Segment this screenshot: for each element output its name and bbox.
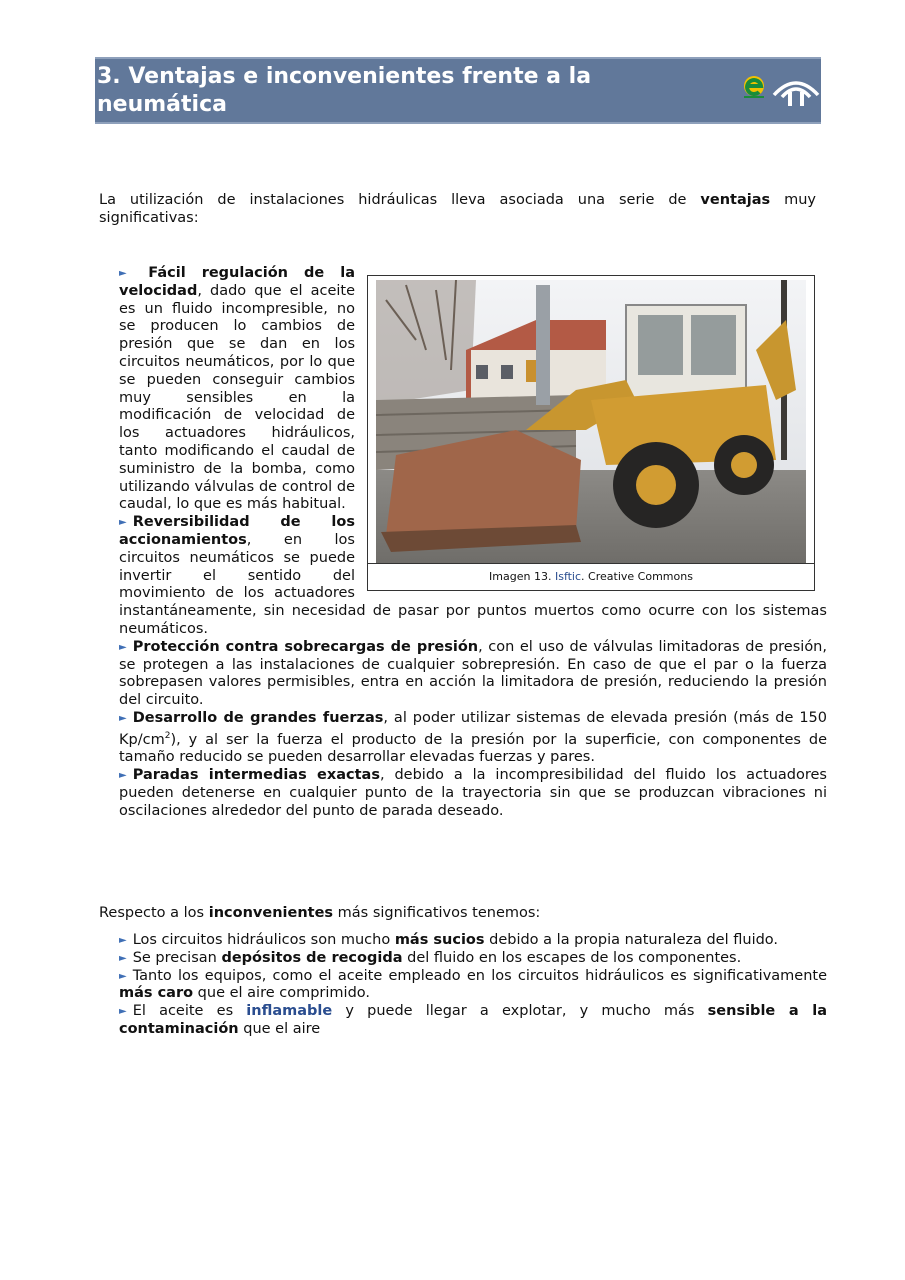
bullet-arrow-icon: ► [119,517,127,529]
advantage-text: , debido a la incompresibilidad del fluido los actuadores pueden detenerse en cualquier punto de la trayectoria sin que se produzcan vibraciones ni oscilaciones alrededor del punto de parada deseado. [119,767,827,819]
advantage-text: , en los circuitos neumáticos se puede invertir el sentido del movimiento de los actuadores instantáneamente, sin necesidad de pasar por puntos muertos como ocurre con los sistemas neumáticos. [119,531,827,637]
disadvantages-intro [99,904,816,922]
advantage-text-end: ), y al ser la fuerza el producto de la presión por la superficie, con componentes de tamaño reducido se pueden desarrollar elevadas fuerzas y pares. [119,731,827,766]
disadvantage-text-end: que el aire [238,1020,321,1037]
disadvantages-intro-text: Respecto a los [99,905,209,921]
superscript: 2 [164,730,171,741]
page-title: 3. Ventajas e inconvenientes frente a la neumática [97,64,592,117]
disadvantage-text: Se precisan [132,949,222,966]
disadvantage-bold: más caro [119,985,194,1002]
disadvantage-bold: más sucios [394,932,485,948]
disadvantage-bold: sensible a la contaminación [119,1003,828,1037]
caption-license: . Creative Commons [581,570,693,583]
disadvantages-list [119,932,827,1039]
advantage-item [119,639,827,710]
disadvantage-text-end: debido a la propia naturaleza del fluido. [484,932,779,948]
figure-box [367,275,815,591]
disadvantage-text: Tanto los equipos, como el aceite empleado en los circuitos hidráulicos es significativamente [132,967,827,984]
advantage-title: Fácil regulación de la velocidad [119,265,356,299]
caption-author-link[interactable]: Isftic [554,570,582,583]
figure-caption [368,563,814,590]
disadvantage-item [119,950,827,968]
advantages-list [119,265,827,821]
section-header [95,57,821,124]
disadvantages-intro-end: más significativos tenemos: [333,905,541,921]
bullet-arrow-icon: ► [119,952,127,964]
advantage-title: Protección contra sobrecargas de presión [132,638,479,655]
advantage-text: , al poder utilizar sistemas de elevada presión (más de 150 Kp/cm [119,709,827,748]
advantage-text: , con el uso de válvulas limitadoras de presión, se protegen a las instalaciones de cualquier sobrepresión. En caso de que el par o la fuerza sobrepasen valores permisibles, entra en acción la limitadora de presión, reduciendo la presión del circuito. [119,638,827,709]
inflamable-link[interactable]: inflamable [246,1003,333,1020]
bullet-arrow-icon: ► [119,712,127,724]
advantage-text: , dado que el aceite es un fluido incompresible, no se producen lo cambios de presión que se dan en los circuitos neumáticos, por lo que se pueden conseguir cambios muy sensibles en la modificación de velocidad de los actuadores hidráulicos, tanto modificando el caudal de suministro de la bomba, como utilizando válvulas de control de caudal, lo que es más habitual. [119,282,355,513]
andalucia-e-logo-icon [740,71,768,99]
bullet-arrow-icon: ► [119,1006,127,1018]
disadvantage-item [119,968,827,1004]
disadvantages-intro-bold: inconvenientes [208,905,334,921]
bullet-arrow-icon: ► [119,268,127,279]
disadvantage-text-end: que el aire comprimido. [193,985,371,1002]
disadvantage-text-middle: y puede llegar a explotar, y mucho más [332,1003,708,1020]
advantage-item [119,767,827,820]
disadvantage-text: El aceite es [132,1003,247,1020]
intro-paragraph [99,191,816,227]
intro-bold: ventajas [700,192,771,208]
bullet-arrow-icon: ► [119,641,127,653]
bullet-arrow-icon: ► [119,935,127,946]
advantage-title: Desarrollo de grandes fuerzas [132,709,384,726]
caption-prefix: Imagen 13. [489,570,555,583]
disadvantage-item [119,1003,827,1039]
intro-text-end: muy significativas: [99,192,816,226]
bullet-arrow-icon: ► [119,770,127,782]
advantage-item [119,710,827,767]
intro-text: La utilización de instalaciones hidráulicas lleva asociada una serie de [99,192,701,208]
disadvantage-item [119,932,827,950]
backhoe-loader-photo [376,280,806,564]
advantage-title: Paradas intermedias exactas [132,767,380,784]
bullet-arrow-icon: ► [119,970,127,982]
advantage-title: Reversibilidad de los accionamientos [119,514,355,548]
disadvantage-text: Los circuitos hidráulicos son mucho [132,932,395,948]
disadvantage-bold: depósitos de recogida [221,949,403,966]
junta-arcs-logo-icon [771,69,821,109]
disadvantage-text-end: del fluido en los escapes de los componentes. [402,949,742,966]
